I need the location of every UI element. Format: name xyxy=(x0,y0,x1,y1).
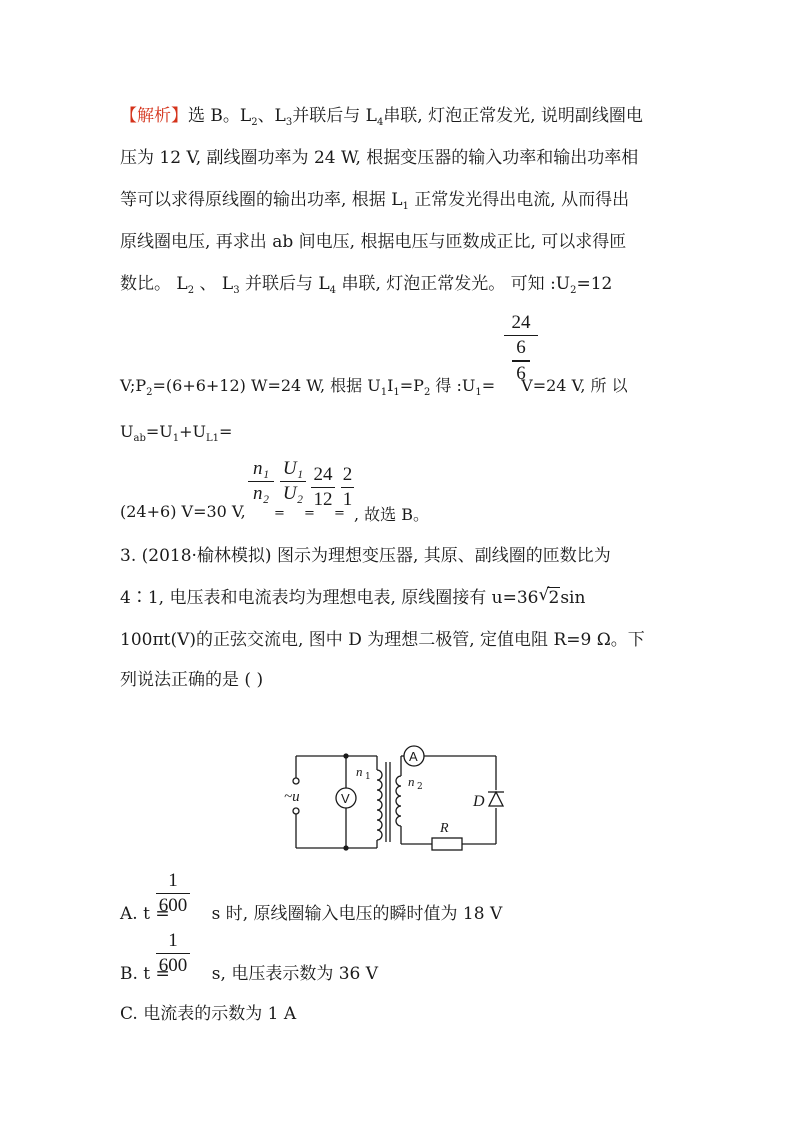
fraction-bar xyxy=(504,335,538,336)
analysis-line-5: 数比。 $L_2$ 、 $L_3$ 并联后与 $L_4$ 串联, 灯泡正常发光。 可知 $:U_2=12$ xyxy=(120,274,613,296)
ammeter-label: A xyxy=(409,749,418,764)
fraction-bar xyxy=(311,487,335,488)
ratio-equals-2: = xyxy=(304,506,315,521)
sqrt-2: √ 2 xyxy=(538,585,560,608)
fraction-u1-inner-numerator: 6 xyxy=(516,337,526,359)
analysis-line-1: 【解析】选 B。$L_2$、$L_3$并联后与 $L_4$串联, 灯泡正常发光, 说明副线圈电 xyxy=(120,106,643,128)
option-c: C. 电流表的示数为 1 A xyxy=(120,1004,297,1024)
n1-label: n xyxy=(356,764,363,779)
option-b-fraction: 1 600 xyxy=(156,930,190,977)
analysis-line-2: 压为 12 V, 副线圈功率为 24 W, 根据变压器的输入功率和输出功率相 xyxy=(120,148,639,168)
fraction-bar xyxy=(280,481,306,482)
fraction-bar xyxy=(248,481,274,482)
ratio-24-12: 24 12 xyxy=(311,464,335,511)
resistor-icon xyxy=(432,838,462,850)
analysis-tag: 【解析】 xyxy=(120,106,188,126)
analysis-line-7: $U_{ab}=U_1+U_{L1}=$ xyxy=(120,422,233,444)
n1-label-sub: 1 xyxy=(365,772,371,782)
question-line-3: 100πt(V)的正弦交流电, 图中 D 为理想二极管, 定值电阻 R=9 Ω。下 xyxy=(120,630,645,650)
diode-icon xyxy=(489,792,503,806)
question-line-1: 3. (2018·榆林模拟) 图示为理想变压器, 其原、副线圈的匝数比为 xyxy=(120,546,611,566)
n2-label-sub: 2 xyxy=(417,782,423,792)
ratio-equals-3: = xyxy=(334,506,345,521)
answer-conclusion: , 故选 B。 xyxy=(354,505,430,524)
fraction-bar xyxy=(341,487,354,488)
ratio-u1-u2: U₁ U₂ xyxy=(280,458,306,505)
n2-label: n xyxy=(408,774,415,789)
analysis-line-4: 原线圈电压, 再求出 ab 间电压, 根据电压与匝数成正比, 可以求得匝 xyxy=(120,232,627,252)
ratio-2-1: 2 1 xyxy=(342,464,353,511)
question-line-4: 列说法正确的是 ( ) xyxy=(120,670,264,690)
transformer-circuit-diagram xyxy=(268,744,530,860)
diode-label: D xyxy=(473,793,485,810)
option-a: A. t = s 时, 原线圈输入电压的瞬时值为 18 V xyxy=(120,904,503,924)
analysis-line-8: (24+6) V=30 V, xyxy=(120,502,246,521)
question-line-2: 4∶1, 电压表和电流表均为理想电表, 原线圈接有 u=36 √ 2sin xyxy=(120,585,586,608)
source-label: ~u xyxy=(284,789,300,805)
option-a-fraction: 1 600 xyxy=(156,870,190,917)
voltmeter-label: V xyxy=(341,791,350,806)
fraction-u1-inner-denominator: 6 xyxy=(516,362,526,384)
analysis-line-3: 等可以求得原线圈的输出功率, 根据 $L_1$ 正常发光得出电流, 从而得出 xyxy=(120,190,630,212)
fraction-u1-numerator: 24 xyxy=(511,312,531,333)
fraction-u1 xyxy=(504,312,538,385)
fraction-bar xyxy=(512,360,530,361)
fraction-bar xyxy=(156,893,190,894)
resistor-label: R xyxy=(440,821,449,836)
analysis-line-6: $V;P_2=(6+6+12)$ W=24 W, 根据 $U_1I_1=P_2$ 得 $:U_1= V=24$ V, 所 以 xyxy=(120,376,628,398)
option-b: B. t = s, 电压表示数为 36 V xyxy=(120,964,379,984)
ratio-n1-n2: n₁ n₂ xyxy=(248,458,274,505)
fraction-bar xyxy=(156,953,190,954)
ratio-equals-1: = xyxy=(274,506,285,521)
